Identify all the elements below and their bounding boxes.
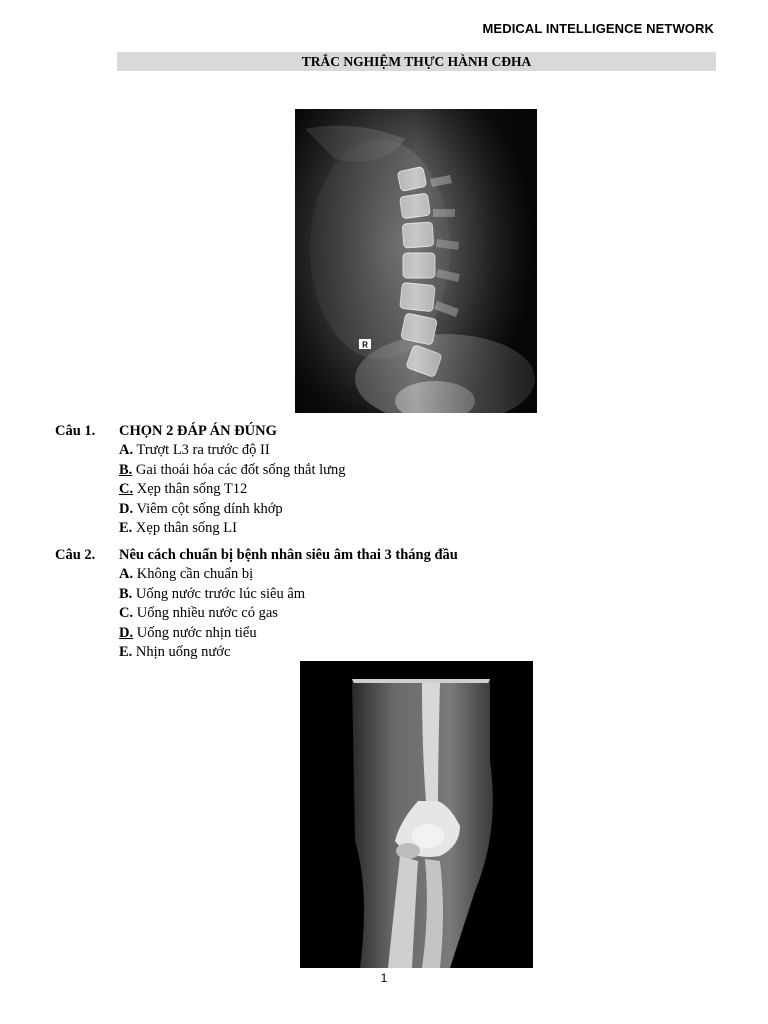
option-text: Trượt L3 ra trước độ II — [133, 442, 270, 458]
option-letter: D. — [119, 624, 134, 641]
option-letter: B. — [119, 585, 133, 602]
answer-option-d — [119, 500, 715, 520]
option-text: Uống nhiều nước có gas — [133, 605, 278, 621]
question-prompt: CHỌN 2 ĐÁP ÁN ĐÚNG — [119, 423, 277, 439]
option-text: Uống nước nhịn tiểu — [133, 624, 257, 641]
question-number: Câu 2. — [55, 547, 96, 563]
answer-option-c — [119, 604, 715, 624]
option-text: Không cần chuẩn bị — [133, 566, 254, 582]
page-number: 1 — [380, 971, 388, 985]
header-organization: MEDICAL INTELLIGENCE NETWORK — [482, 21, 714, 36]
question-number: Câu 1. — [55, 423, 96, 439]
option-text: Gai thoái hóa các đốt sống thắt lưng — [132, 461, 346, 478]
option-letter: B. — [119, 461, 133, 478]
answer-option-e — [119, 643, 715, 663]
question-prompt: Nêu cách chuẩn bị bệnh nhân siêu âm thai 3 tháng đầu — [119, 547, 458, 563]
option-letter: E. — [119, 644, 133, 660]
answer-option-b — [119, 585, 715, 605]
answer-option-a — [119, 565, 715, 585]
document-title: TRẮC NGHIỆM THỰC HÀNH CĐHA — [117, 52, 716, 71]
question-1 — [55, 421, 715, 539]
option-text: Nhịn uống nước — [132, 644, 231, 660]
spine-xray-image — [295, 109, 537, 413]
option-text: Uống nước trước lúc siêu âm — [132, 585, 306, 602]
option-letter: A. — [119, 566, 134, 582]
option-letter: C. — [119, 481, 134, 497]
option-letter: A. — [119, 442, 134, 458]
answer-option-e — [119, 519, 715, 539]
option-letter: E. — [119, 520, 133, 536]
option-letter: C. — [119, 605, 134, 621]
option-text: Xẹp thân sống LI — [132, 520, 237, 536]
answer-option-b — [119, 461, 715, 481]
option-text: Xẹp thân sống T12 — [133, 481, 248, 497]
option-text: Viêm cột sống dính khớp — [133, 500, 283, 517]
elbow-xray-image — [300, 661, 533, 968]
option-letter: D. — [119, 500, 134, 517]
spine-xray-marker: R — [362, 340, 368, 350]
question-2 — [55, 545, 715, 663]
answer-option-c — [119, 480, 715, 500]
answer-option-a — [119, 441, 715, 461]
answer-option-d — [119, 624, 715, 644]
